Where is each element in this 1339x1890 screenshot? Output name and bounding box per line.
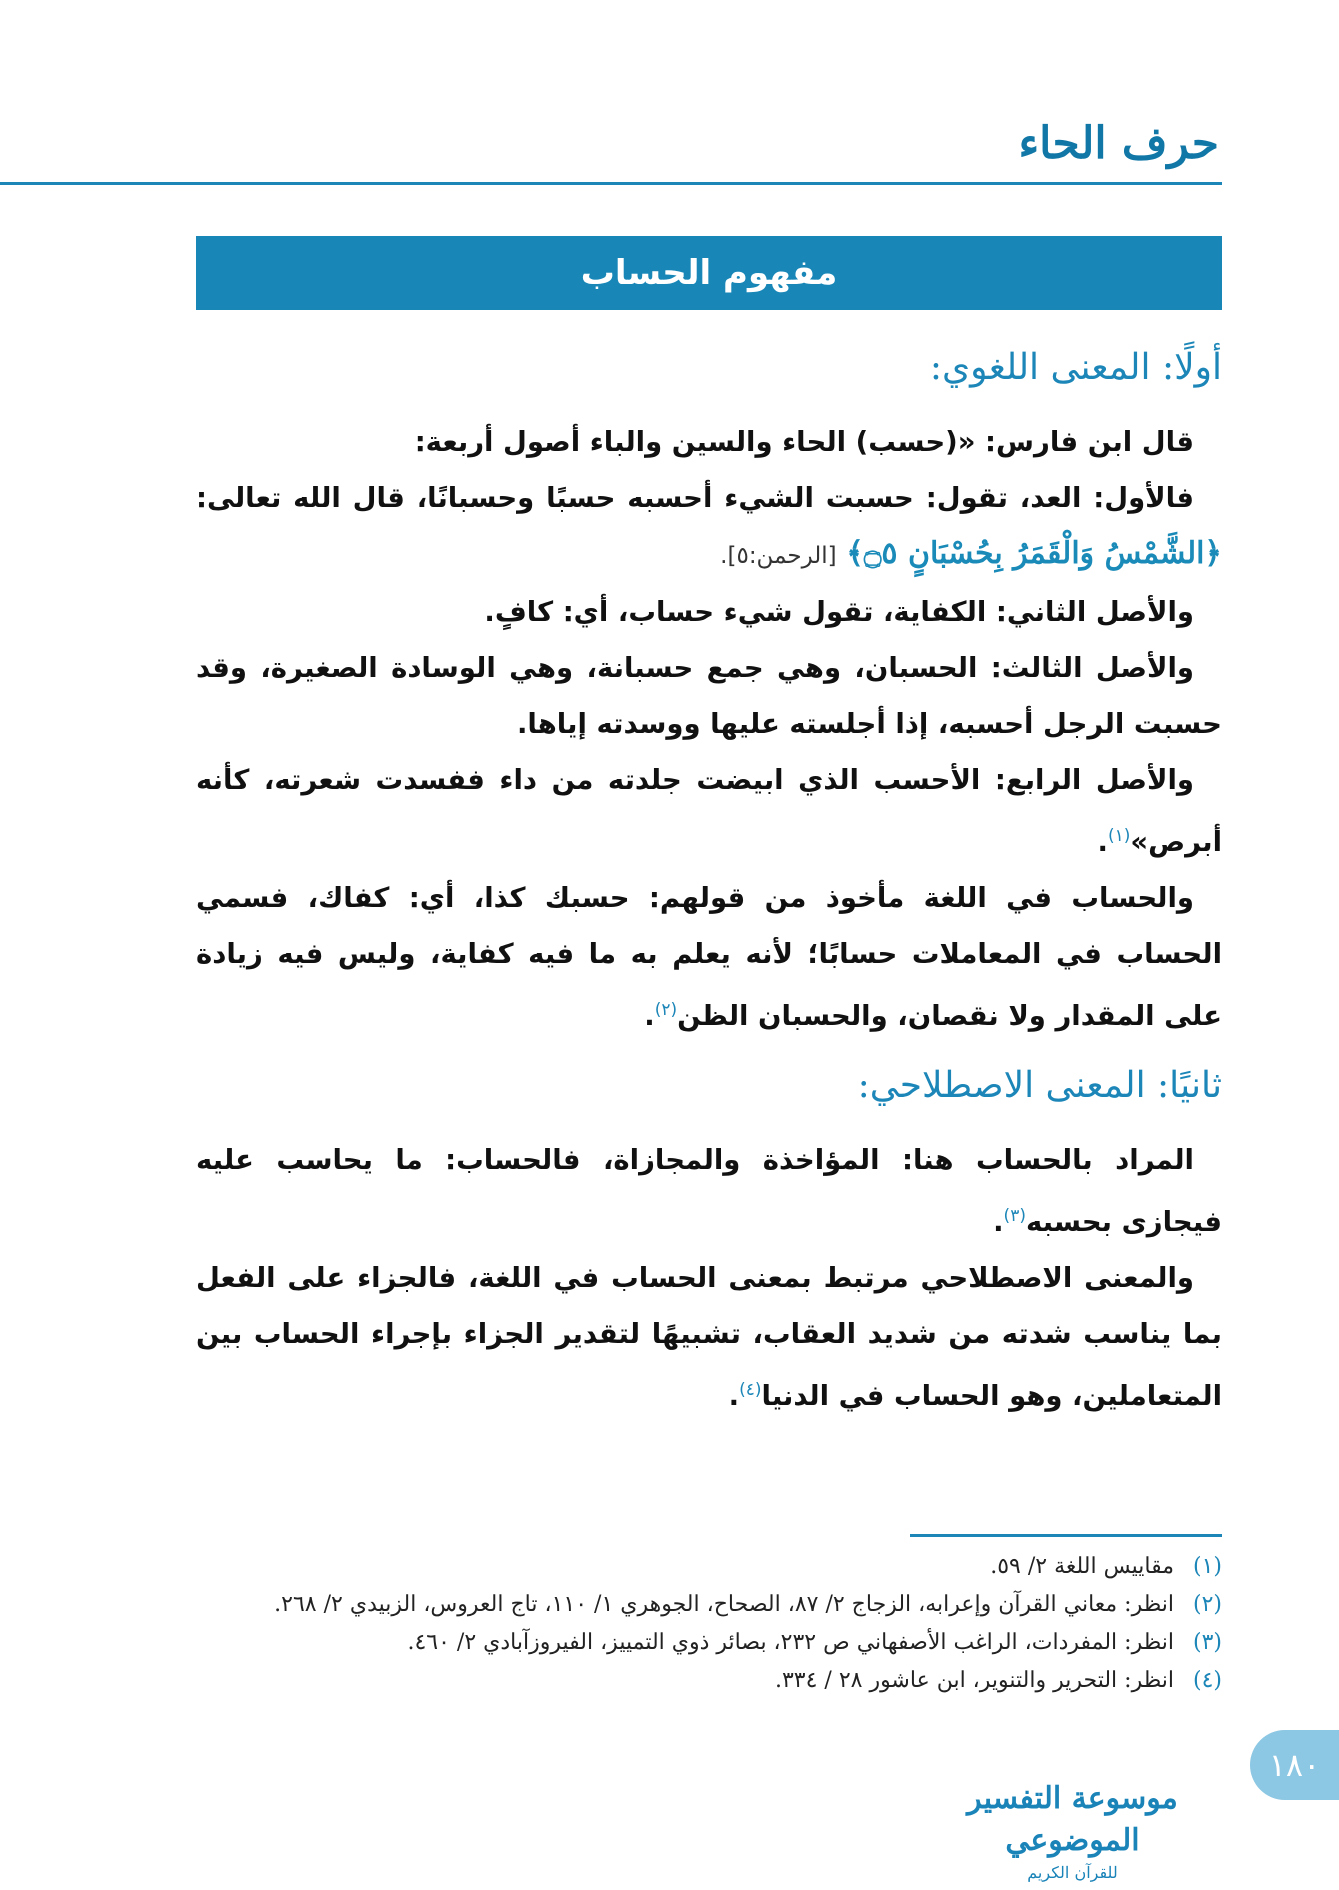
paragraph-text: والمعنى الاصطلاحي مرتبط بمعنى الحساب في اللغة، فالجزاء على الفعل بما يناسب شدته من شديد العقاب، تشبيهًا لتقدير الجزاء بإجراء الحساب بين المتعاملين، وهو الحساب في الدنيا bbox=[196, 1262, 1222, 1413]
section-banner bbox=[196, 236, 1222, 310]
footnote-ref[interactable]: (٣) bbox=[1003, 1206, 1026, 1227]
footnote-ref[interactable]: (٤) bbox=[739, 1380, 762, 1401]
series-logo bbox=[930, 1778, 1215, 1882]
page-number-tab bbox=[1250, 1730, 1339, 1800]
footnote-number: (٣) bbox=[1192, 1630, 1222, 1655]
footnote-ref[interactable]: (١) bbox=[1107, 826, 1131, 846]
logo-title: موسوعة التفسير الموضوعي bbox=[967, 1781, 1178, 1858]
heading-linguistic: أولًا: المعنى اللغوي: bbox=[929, 347, 1222, 388]
footnote-text: انظر: المفردات، الراغب الأصفهاني ص ٢٣٢، بصائر ذوي التمييز، الفيروزآبادي ٢/ ٤٦٠. bbox=[407, 1630, 1174, 1655]
paragraph-text: المراد بالحساب هنا: المؤاخذة والمجازاة، فالحساب: ما يحاسب عليه فيجازى بحسبه bbox=[196, 1144, 1222, 1239]
main-content bbox=[196, 340, 1222, 1425]
footnote-ref[interactable]: (٢) bbox=[654, 1000, 678, 1021]
paragraph-text: فالأول: العد، تقول: حسبت الشيء أحسبه حسبًا وحسبانًا، قال الله تعالى: bbox=[196, 482, 1194, 514]
paragraph-text: والأصل الثاني: الكفاية، تقول شيء حساب، أي: كافٍ. bbox=[484, 596, 1194, 628]
paragraph-text: والأصل الرابع: الأحسب الذي ابيضت جلدته من داء ففسدت شعرته، كأنه أبرص» bbox=[196, 764, 1222, 859]
paragraph bbox=[196, 414, 1222, 470]
header-rule bbox=[0, 182, 1222, 185]
footnote-item bbox=[196, 1626, 1222, 1660]
running-header: حرف الحاء bbox=[1018, 118, 1219, 169]
paragraph-text: والحساب في اللغة مأخوذ من قولهم: حسبك كذا، أي: كفاك، فسمي الحساب في المعاملات حسابًا؛ لأنه يعلم به ما فيه كفاية، وليس فيه زيادة على المقدار ولا نقصان، والحسبان الظن bbox=[196, 882, 1222, 1033]
footnote-number: (١) bbox=[1192, 1554, 1222, 1579]
page-number: ١٨٠ bbox=[1268, 1746, 1321, 1784]
paragraph bbox=[196, 870, 1222, 1044]
paragraph-text: قال ابن فارس: «(حسب) الحاء والسين والباء أصول أربعة: bbox=[414, 426, 1194, 458]
paragraph bbox=[196, 584, 1222, 640]
footnote-text: مقاييس اللغة ٢/ ٥٩. bbox=[990, 1554, 1174, 1579]
heading-terminological: ثانيًا: المعنى الاصطلاحي: bbox=[857, 1065, 1222, 1107]
paragraph bbox=[196, 1250, 1222, 1424]
footnote-number: (٢) bbox=[1192, 1592, 1222, 1617]
paragraph-end: . bbox=[1097, 826, 1108, 859]
paragraph bbox=[196, 470, 1222, 584]
quran-verse: ﴿الشَّمْسُ وَالْقَمَرُ بِحُسْبَانٍ ۝٥﴾ bbox=[846, 536, 1222, 571]
banner-title: مفهوم الحساب bbox=[580, 253, 838, 293]
paragraph-end: . bbox=[993, 1206, 1004, 1239]
footnote-text: انظر: التحرير والتنوير، ابن عاشور ٢٨ / ٣٣٤. bbox=[774, 1668, 1174, 1693]
paragraph-end: . bbox=[728, 1380, 740, 1413]
paragraph-end: . bbox=[644, 1000, 655, 1033]
footnote-number: (٤) bbox=[1192, 1668, 1222, 1693]
verse-reference: [الرحمن:٥]. bbox=[720, 543, 837, 569]
footnote-item bbox=[196, 1550, 1222, 1584]
footnotes bbox=[196, 1550, 1222, 1702]
footnote-item bbox=[196, 1588, 1222, 1622]
paragraph bbox=[196, 752, 1222, 870]
footnote-item bbox=[196, 1664, 1222, 1698]
logo-subtitle: للقرآن الكريم bbox=[1027, 1863, 1118, 1882]
paragraph bbox=[196, 1132, 1222, 1250]
paragraph bbox=[196, 640, 1222, 752]
footnote-rule bbox=[910, 1534, 1222, 1537]
footnote-text: انظر: معاني القرآن وإعرابه، الزجاج ٢/ ٨٧، الصحاح، الجوهري ١/ ١١٠، تاج العروس، الزبيدي ٢/ ٢٦٨. bbox=[274, 1592, 1174, 1617]
paragraph-text: والأصل الثالث: الحسبان، وهي جمع حسبانة، وهي الوسادة الصغيرة، وقد حسبت الرجل أحسبه، إذا أجلسته عليها ووسدته إياها. bbox=[196, 652, 1222, 740]
